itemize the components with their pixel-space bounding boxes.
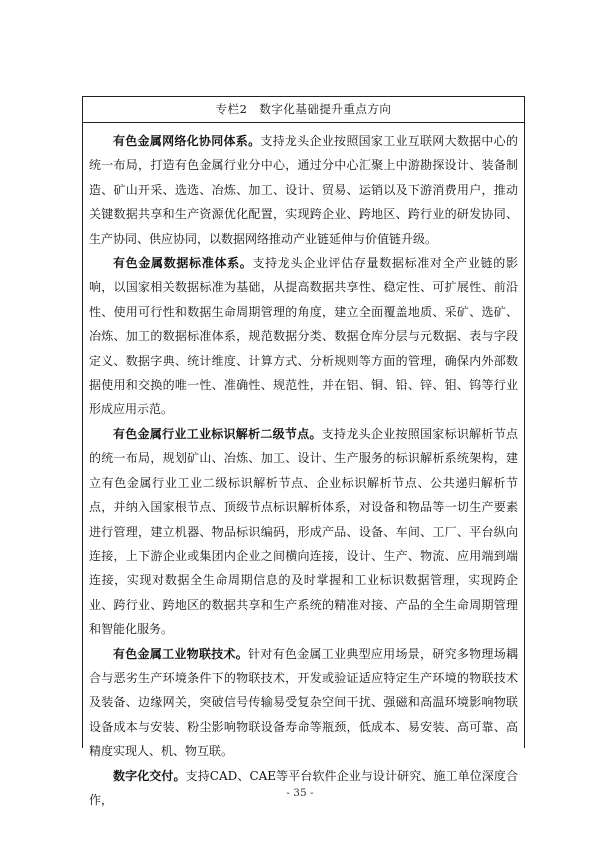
paragraph-text: 针对有色金属工业典型应用场景，研究多物理场耦合与恶劣生产环境条件下的物联技术，开发或验证适应特定生产环境的物联技术及装备、边缘网关，突破信号传输易受复杂空间干扰、强磁和高温环境影响物联设备成本与安装、粉尘影响物联设备寿命等瓶颈，低成本、易安装、高可靠、高精度实现人、机、物互联。 (89, 646, 518, 759)
paragraph-lead: 有色金属工业物联技术。 (113, 646, 249, 661)
paragraph-data-standards (89, 251, 518, 422)
paragraph-text: 支持龙头企业评估存量数据标准对全产业链的影响，以国家相关数据标准为基础，从提高数据共享性、稳定性、可扩展性、前沿性、使用可行性和数据生命周期管理的角度，建立全面覆盖地质、采矿、选矿、冶炼、加工的数据标准体系，规范数据分类、数据仓库分层与元数据、表与字段定义、数据字典、统计维度、计算方式、分析规则等方面的管理，确保内外部数据使用和交换的唯一性、准确性、规范性，并在铝、铜、铅、锌、钼、钨等行业形成应用示范。 (89, 256, 518, 417)
paragraph-network-collaboration (89, 129, 518, 251)
paragraph-lead: 有色金属数据标准体系。 (113, 256, 253, 271)
box-title: 专栏2 数字化基础提升重点方向 (83, 97, 524, 123)
paragraph-lead: 数字化交付。 (113, 768, 186, 783)
paragraph-text: 支持龙头企业按照国家工业互联网大数据中心的统一布局，打造有色金属行业分中心，通过分中心汇聚上中游勘探设计、装备制造、矿山开采、选选、冶炼、加工、设计、贸易、运销以及下游消费用户，推动关键数据共享和生产资源优化配置，实现跨企业、跨地区、跨行业的研发协同、生产协同、供应协同，以数据网络推动产业链延伸与价值链升级。 (89, 134, 518, 246)
paragraph-text: 支持CAD、CAE等平台软件企业与设计研究、施工单位深度合作， (89, 768, 518, 807)
page-number: - 35 - (286, 787, 314, 799)
paragraph-lead: 有色金属行业工业标识解析二级节点。 (113, 426, 322, 441)
paragraph-identification-node (89, 422, 518, 642)
paragraph-iot-technology (89, 642, 518, 764)
paragraph-text: 支持龙头企业按照国家标识解析节点的统一布局，规划矿山、冶炼、加工、设计、生产服务的标识解析系统架构，建立有色金属行业工业二级标识解析节点、企业标识解析节点、公共递归解析节点，并纳入国家根节点、顶级节点标识解析体系，对设备和物品等一切生产要素进行管理，建立机器、物品标识编码，形成产品、设备、车间、工厂、平台纵向连接，上下游企业或集团内企业之间横向连接，设计、生产、物流、应用端到端连接，实现对数据全生命周期信息的及时掌握和工业标识数据管理，实现跨企业、跨行业、跨地区的数据共享和生产系统的精准对接、产品的全生命周期管理和智能化服务。 (89, 426, 518, 637)
paragraph-lead: 有色金属网络化协同体系。 (113, 134, 261, 148)
box-content (83, 123, 524, 812)
